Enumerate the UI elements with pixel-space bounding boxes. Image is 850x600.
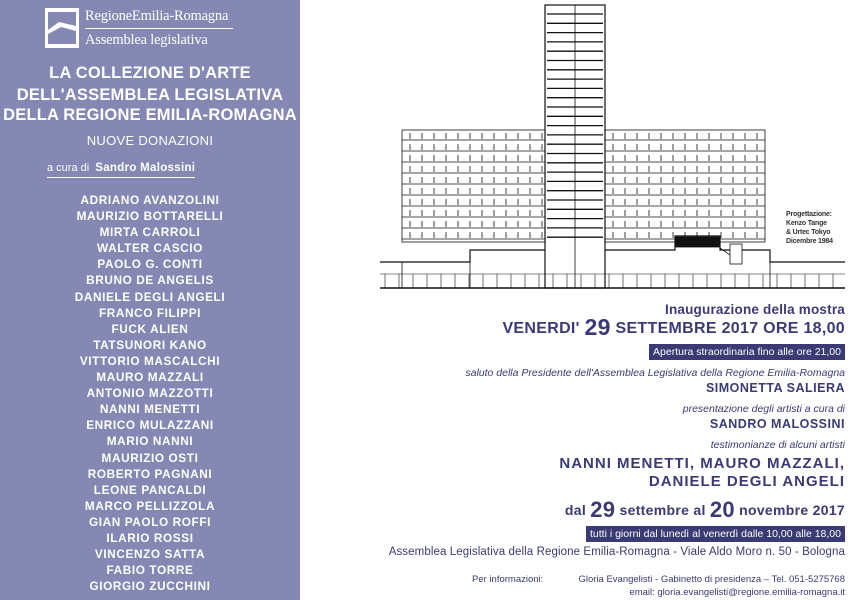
artist-name: GIORGIO ZUCCHINI	[89, 579, 211, 594]
testimonies-text: testimonianze di alcuni artisti	[710, 439, 845, 451]
featured-artists-line-2: DANIELE DEGLI ANGELI	[648, 473, 845, 490]
artist-name: MIRTA CARROLI	[99, 225, 201, 240]
artist-name: FRANCO FILIPPI	[98, 305, 202, 320]
artist-name: ANTONIO MAZZOTTI	[86, 386, 214, 401]
inauguration-date	[502, 314, 845, 341]
artist-name: MARIO NANNI	[106, 434, 194, 449]
building-elevation-drawing	[375, 0, 850, 292]
logo-divider	[85, 28, 233, 29]
artist-name: ADRIANO AVANZOLINI	[80, 193, 220, 207]
curator-line	[47, 162, 195, 178]
artist-name: BRUNO DE ANGELIS	[86, 273, 214, 288]
title-line-3: DELLA REGIONE EMILIA-ROMAGNA	[3, 106, 297, 124]
period-start-month: settembre	[619, 502, 690, 518]
regione-emilia-romagna-logo-icon	[45, 8, 79, 48]
artist-name: GIAN PAOLO ROFFI	[88, 514, 212, 529]
curator-label: a cura di	[47, 162, 90, 174]
artist-name: MAURO MAZZALI	[96, 370, 204, 385]
period-start-number: 29	[590, 497, 616, 522]
logo-line-2: Assemblea legislativa	[85, 32, 208, 48]
artist-name: ENRICO MULAZZANI	[86, 418, 214, 433]
subtitle: NUOVE DONAZIONI	[86, 133, 214, 148]
artist-list	[0, 192, 300, 594]
period-end-number: 20	[709, 497, 735, 522]
venue-address: Assemblea Legislativa della Regione Emilia-Romagna - Viale Aldo Moro n. 50 - Bologna	[388, 546, 845, 558]
artist-name: MAURIZIO OSTI	[101, 450, 199, 465]
info-label: Per informazioni:	[472, 574, 544, 585]
credit-line: Dicembre 1984	[786, 238, 833, 245]
artist-name: TATSUNORI KANO	[93, 337, 207, 352]
info-contact: Gloria Evangelisti - Gabinetto di presidenza – Tel. 051-5275768	[578, 574, 845, 585]
presenter-name: SANDRO MALOSSINI	[709, 417, 845, 431]
design-credit	[786, 210, 833, 246]
artist-name: ILARIO ROSSI	[106, 530, 194, 545]
artist-name: FABIO TORRE	[106, 563, 194, 578]
curator-name: Sandro Malossini	[95, 162, 196, 174]
period-from: dal	[564, 502, 587, 518]
artist-name: ROBERTO PAGNANI	[87, 466, 213, 481]
artist-name: DANIELE DEGLI ANGELI	[74, 289, 226, 304]
period-to: al	[693, 502, 706, 518]
presentation-text: presentazione degli artisti a cura di	[682, 403, 845, 415]
artist-name: MAURIZIO BOTTARELLI	[76, 209, 224, 224]
artist-name: MARCO PELLIZZOLA	[84, 498, 216, 513]
artist-name: PAOLO G. CONTI	[97, 257, 203, 272]
inauguration-heading: Inaugurazione della mostra	[665, 302, 845, 317]
date-rest: SETTEMBRE 2017 ORE 18,00	[615, 320, 845, 337]
logo-line-1: RegioneEmilia-Romagna	[85, 8, 229, 24]
artist-name: LEONE PANCALDI	[93, 482, 207, 497]
date-number: 29	[584, 314, 611, 340]
credit-line: Progettazione:	[786, 211, 832, 218]
credit-line: Kenzo Tange	[786, 220, 827, 227]
artist-name: WALTER CASCIO	[97, 241, 203, 256]
greeting-text: saluto della Presidente dell'Assemblea Legislativa della Regione Emilia-Romagna	[465, 367, 845, 379]
opening-hours-badge: tutti i giorni dal lunedì al venerdì dalle 10,00 alle 18,00	[586, 526, 845, 542]
artist-name: VITTORIO MASCALCHI	[79, 353, 221, 368]
artist-name: VINCENZO SATTA	[94, 547, 206, 562]
regione-logo	[45, 8, 235, 50]
date-day: VENERDI'	[502, 320, 580, 337]
left-panel	[0, 0, 300, 600]
extra-opening-badge: Apertura straordinaria fino alle ore 21,00	[649, 344, 845, 360]
featured-artists-line-1: NANNI MENETTI, MAURO MAZZALI,	[559, 455, 845, 472]
period-end-rest: novembre 2017	[739, 502, 845, 518]
artist-name: NANNI MENETTI	[99, 402, 201, 417]
president-name: SIMONETTA SALIERA	[705, 381, 845, 395]
artist-name: FUCK ALIEN	[111, 321, 189, 336]
title-line-2: DELL'ASSEMBLEA LEGISLATIVA	[16, 86, 284, 104]
info-email[interactable]: email: gloria.evangelisti@regione.emilia-romagna.it	[629, 587, 845, 598]
title-line-1: LA COLLEZIONE D'ARTE	[49, 64, 251, 82]
exhibition-period	[565, 497, 845, 523]
credit-line: & Urtec Tokyo	[786, 229, 831, 236]
